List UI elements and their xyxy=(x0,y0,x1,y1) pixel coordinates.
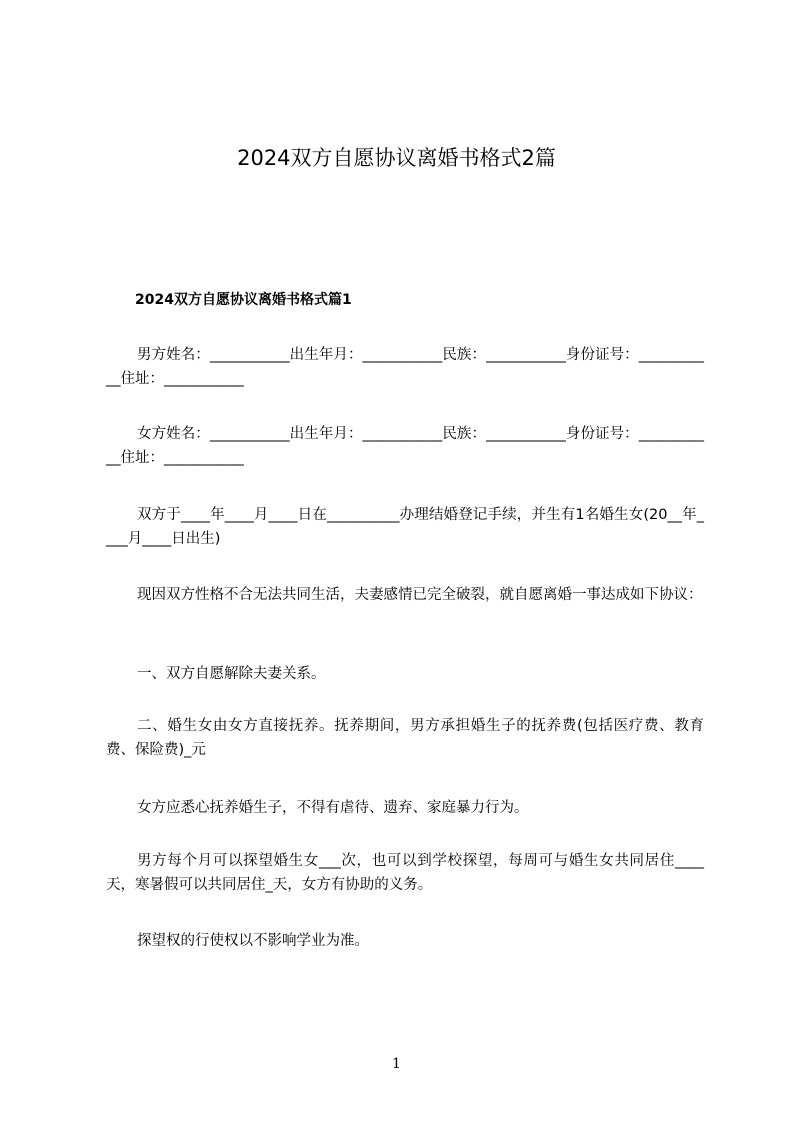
paragraph-visitation: 男方每个月可以探望婚生女___次，也可以到学校探望，每周可与婚生女共同居住____天，寒暑假可以共同居住_天，女方有协助的义务。 xyxy=(106,853,704,893)
paragraph-clause-2: 二、婚生女由女方直接抚养。抚养期间，男方承担婚生子的抚养费(包括医疗费、教育费、保险费)_元 xyxy=(106,718,704,758)
paragraph-visitation-rule: 探望权的行使权以不影响学业为准。 xyxy=(137,933,369,949)
paragraph-female-info: 女方姓名：___________出生年月：___________民族：___________身份证号：___________住址：___________ xyxy=(106,426,704,466)
paragraph-clause-1: 一、双方自愿解除夫妻关系。 xyxy=(137,666,326,682)
paragraph-marriage-registration: 双方于____年____月____日在__________办理结婚登记手续，并生有1名婚生女(20__年____月____日出生) xyxy=(106,507,704,547)
paragraph-male-info: 男方姓名：___________出生年月：___________民族：___________身份证号：___________住址：___________ xyxy=(106,347,704,387)
paragraph-care-duty: 女方应悉心抚养婚生子，不得有虐待、遗弃、家庭暴力行为。 xyxy=(137,800,529,816)
section-heading: 2024双方自愿协议离婚书格式篇1 xyxy=(135,292,352,308)
paragraph-reason: 现因双方性格不合无法共同生活，夫妻感情已完全破裂，就自愿离婚一事达成如下协议： xyxy=(137,587,703,603)
document-title: 2024双方自愿协议离婚书格式2篇 xyxy=(237,146,556,170)
page-number: 1 xyxy=(392,1056,401,1072)
